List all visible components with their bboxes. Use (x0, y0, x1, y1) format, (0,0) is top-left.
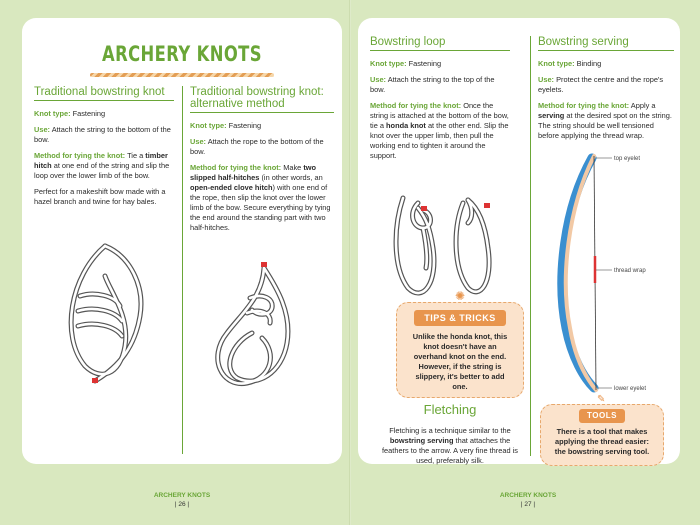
page-number: | 26 | (174, 501, 190, 508)
tool-icon: ✎ (597, 394, 606, 405)
section-heading: Bowstring serving (538, 36, 674, 51)
use-line: Use: Attach the rope to the bottom of the bow. (190, 137, 324, 156)
fletching-heading: Fletching (423, 402, 477, 417)
clove-hitch-illustration (202, 258, 312, 398)
tools-box (540, 394, 664, 466)
page-title: ARCHERY KNOTS (102, 42, 262, 66)
knot-type-line: Knot type: Fastening (34, 109, 106, 118)
column-alternative-knot (190, 86, 334, 239)
timber-hitch-illustration (50, 236, 170, 396)
tips-and-tricks-box (396, 289, 524, 398)
column-separator (182, 86, 183, 454)
left-footer: ARCHERY KNOTS | 26 | (140, 491, 224, 509)
honda-knot-illustration (388, 188, 508, 298)
rope-divider (90, 73, 274, 77)
method-line: Method for tying the knot: Make two slipped half-hitches (in other words, an open-ended clove hitch) with one end of the rope, then slip the knot over the lower limb of the bow. Secure everything by tying the end around the standing part with two half-hitches. (190, 163, 331, 232)
knot-type-line: Knot type: Binding (538, 59, 602, 68)
lightbulb-icon: ✺ (455, 289, 466, 303)
column-separator (530, 36, 531, 456)
use-line: Use: Attach the string to the bottom of the bow. (34, 125, 171, 144)
right-page (358, 18, 680, 464)
method-line: Method for tying the knot: Apply a serving at the desired spot on the string. The string should be well tensioned before applying the thread wrap. (538, 101, 672, 140)
section-heading: Traditional bowstring knot (34, 86, 174, 101)
tools-heading: TOOLS (579, 409, 625, 423)
use-line: Use: Attach the string to the top of the bow. (370, 75, 495, 94)
page-number: | 27 | (520, 501, 536, 508)
method-line: Method for tying the knot: Tie a timber hitch at one end of the string and slip the loop over the lower limb of the bow. (34, 151, 170, 180)
thread-wrap-label: thread wrap (614, 268, 646, 274)
column-bowstring-loop (370, 36, 510, 167)
lower-eyelet-label: lower eyelet (614, 386, 647, 392)
section-heading: Traditional bowstring knot: alternative method (190, 86, 334, 113)
right-footer: ARCHERY KNOTS | 27 | (486, 491, 570, 509)
tips-body: Unlike the honda knot, this knot doesn't have an overhand knot on the end. However, if the string is slippery, it's better to add one. (412, 332, 508, 391)
bow-illustration (544, 148, 674, 398)
page-gutter (349, 0, 351, 525)
knot-type-line: Knot type: Fastening (190, 121, 262, 130)
method-line: Method for tying the knot: Once the string is attached at the bottom of the bow, tie a honda knot at the other end. Slip the knot over the upper limb, then pull the working end to tighten it around the support. (370, 101, 509, 160)
section-heading: Bowstring loop (370, 36, 510, 51)
tips-heading: TIPS & TRICKS (414, 310, 506, 326)
use-line: Use: Protect the centre and the rope's eyelets. (538, 75, 664, 94)
fletching-text: Fletching is a technique similar to the bowstring serving that attaches the feathers to the arrow. A very fine thread is used, preferably silk. (382, 426, 518, 465)
column-traditional-knot (34, 86, 174, 213)
tools-body: There is a tool that makes applying the thread easier: the bowstring serving tool. (554, 427, 650, 456)
extra-note: Perfect for a makeshift bow made with a hazel branch and twine for hay bales. (34, 187, 166, 206)
column-bowstring-serving (538, 36, 674, 147)
top-eyelet-label: top eyelet (614, 156, 641, 162)
knot-type-line: Knot type: Fastening (370, 59, 442, 68)
left-page (22, 18, 342, 464)
